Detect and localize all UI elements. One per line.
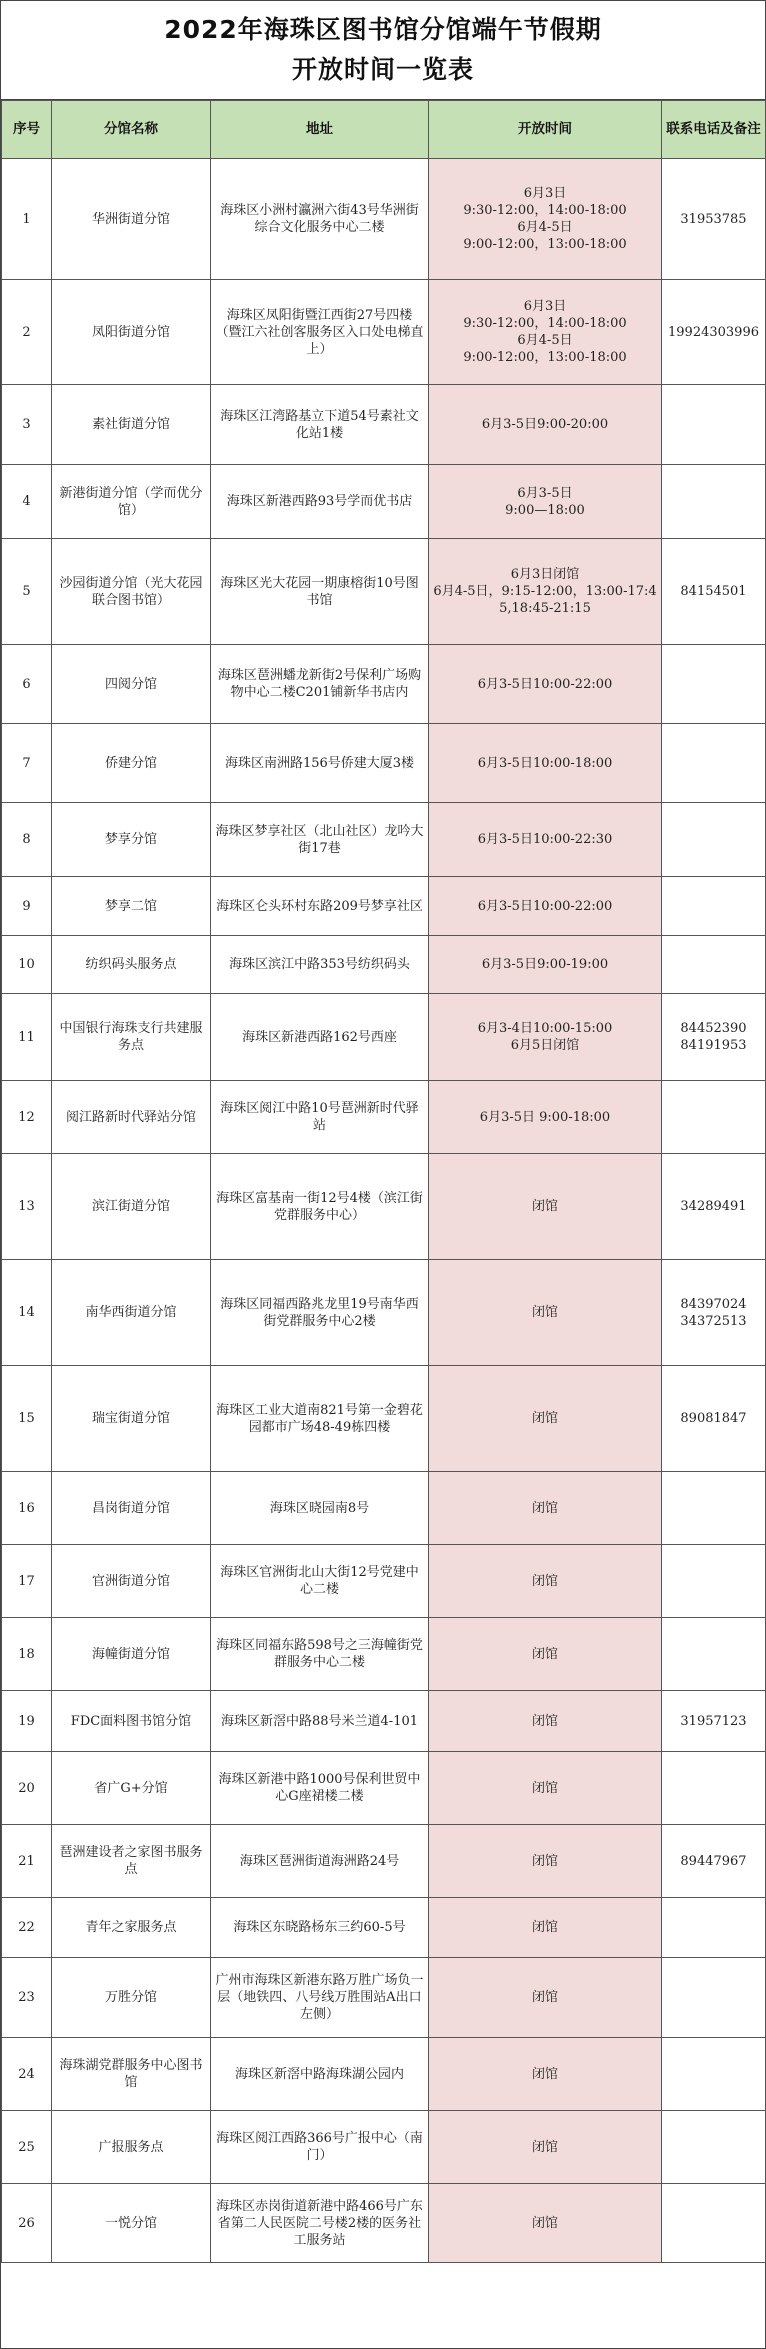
table-row <box>2 1081 766 1154</box>
table-row <box>2 465 766 539</box>
cell-number: 10 <box>2 936 52 994</box>
cell-address: 海珠区南洲路156号侨建大厦3楼 <box>211 724 429 803</box>
cell-number: 22 <box>2 1898 52 1958</box>
cell-address: 海珠区同福西路兆龙里19号南华西街党群服务中心2楼 <box>211 1260 429 1366</box>
cell-contact <box>662 877 766 936</box>
header-row <box>2 101 766 159</box>
cell-branch-name: 琶洲建设者之家图书服务点 <box>52 1825 211 1898</box>
table-row <box>2 1154 766 1260</box>
cell-contact: 84452390 84191953 <box>662 994 766 1081</box>
cell-branch-name: 万胜分馆 <box>52 1958 211 2038</box>
cell-address: 海珠区晓园南8号 <box>211 1472 429 1545</box>
cell-branch-name: 昌岗街道分馆 <box>52 1472 211 1545</box>
cell-opening-hours: 6月3-5日 9:00—18:00 <box>429 465 662 539</box>
cell-contact <box>662 1958 766 2038</box>
cell-branch-name: 海珠湖党群服务中心图书馆 <box>52 2038 211 2111</box>
table-row <box>2 385 766 465</box>
cell-opening-hours: 6月3-5日 9:00-18:00 <box>429 1081 662 1154</box>
cell-number: 14 <box>2 1260 52 1366</box>
cell-contact <box>662 803 766 877</box>
cell-address: 海珠区江湾路基立下道54号素社文化站1楼 <box>211 385 429 465</box>
cell-number: 3 <box>2 385 52 465</box>
table-row <box>2 2038 766 2111</box>
header-hours: 开放时间 <box>429 101 662 159</box>
cell-number: 11 <box>2 994 52 1081</box>
cell-address: 广州市海珠区新港东路万胜广场负一层（地铁四、八号线万胜围站A出口左侧） <box>211 1958 429 2038</box>
cell-number: 5 <box>2 539 52 645</box>
cell-opening-hours: 6月3-5日10:00-22:00 <box>429 877 662 936</box>
cell-opening-hours: 闭馆 <box>429 1752 662 1825</box>
cell-opening-hours: 闭馆 <box>429 2184 662 2263</box>
cell-address: 海珠区新港中路1000号保利世贸中心G座裙楼二楼 <box>211 1752 429 1825</box>
cell-branch-name: 四阅分馆 <box>52 645 211 724</box>
title-line-2: 开放时间一览表 <box>291 55 474 84</box>
table-row <box>2 1691 766 1752</box>
header-no: 序号 <box>2 101 52 159</box>
cell-contact: 19924303996 <box>662 280 766 385</box>
cell-contact <box>662 2038 766 2111</box>
cell-branch-name: 梦享二馆 <box>52 877 211 936</box>
table-row <box>2 1472 766 1545</box>
table-row <box>2 936 766 994</box>
cell-opening-hours: 6月3-5日9:00-19:00 <box>429 936 662 994</box>
table-row <box>2 645 766 724</box>
cell-address: 海珠区琶洲街道海洲路24号 <box>211 1825 429 1898</box>
cell-address: 海珠区新港西路93号学而优书店 <box>211 465 429 539</box>
cell-opening-hours: 闭馆 <box>429 1545 662 1618</box>
cell-branch-name: 侨建分馆 <box>52 724 211 803</box>
cell-contact: 31953785 <box>662 159 766 280</box>
cell-branch-name: 沙园街道分馆（光大花园联合图书馆） <box>52 539 211 645</box>
cell-opening-hours: 闭馆 <box>429 1825 662 1898</box>
cell-opening-hours: 闭馆 <box>429 1898 662 1958</box>
cell-opening-hours: 6月3日 9:30-12:00，14:00-18:00 6月4-5日 9:00-12:00，13:00-18:00 <box>429 159 662 280</box>
cell-branch-name: 素社街道分馆 <box>52 385 211 465</box>
table-row <box>2 1898 766 1958</box>
cell-number: 8 <box>2 803 52 877</box>
cell-opening-hours: 闭馆 <box>429 1691 662 1752</box>
cell-address: 海珠区官洲街北山大街12号党建中心二楼 <box>211 1545 429 1618</box>
cell-address: 海珠区阅江西路366号广报中心（南门） <box>211 2111 429 2184</box>
cell-number: 25 <box>2 2111 52 2184</box>
cell-branch-name: 阅江路新时代驿站分馆 <box>52 1081 211 1154</box>
cell-opening-hours: 闭馆 <box>429 1260 662 1366</box>
cell-number: 17 <box>2 1545 52 1618</box>
cell-opening-hours: 6月3-5日10:00-18:00 <box>429 724 662 803</box>
cell-opening-hours: 6月3日闭馆 6月4-5日，9:15-12:00，13:00-17:45,18:45-21:15 <box>429 539 662 645</box>
cell-number: 9 <box>2 877 52 936</box>
header-contact: 联系电话及备注 <box>662 101 766 159</box>
table-row <box>2 1366 766 1472</box>
cell-contact: 84397024 34372513 <box>662 1260 766 1366</box>
cell-branch-name: 凤阳街道分馆 <box>52 280 211 385</box>
cell-address: 海珠区光大花园一期康榕街10号图书馆 <box>211 539 429 645</box>
cell-contact <box>662 1545 766 1618</box>
cell-opening-hours: 闭馆 <box>429 1618 662 1691</box>
cell-address: 海珠区工业大道南821号第一金碧花园都市广场48-49栋四楼 <box>211 1366 429 1472</box>
cell-contact <box>662 1752 766 1825</box>
cell-number: 26 <box>2 2184 52 2263</box>
title-line-1: 2022年海珠区图书馆分馆端午节假期 <box>164 15 602 44</box>
cell-contact <box>662 1081 766 1154</box>
cell-address: 海珠区梦享社区（北山社区）龙吟大街17巷 <box>211 803 429 877</box>
cell-contact <box>662 2184 766 2263</box>
cell-branch-name: 中国银行海珠支行共建服务点 <box>52 994 211 1081</box>
document-title <box>1 1 765 100</box>
table-row <box>2 2184 766 2263</box>
cell-address: 海珠区同福东路598号之三海幢街党群服务中心二楼 <box>211 1618 429 1691</box>
cell-branch-name: 新港街道分馆（学而优分馆） <box>52 465 211 539</box>
cell-number: 24 <box>2 2038 52 2111</box>
cell-branch-name: 南华西街道分馆 <box>52 1260 211 1366</box>
cell-address: 海珠区新港西路162号西座 <box>211 994 429 1081</box>
cell-branch-name: 华洲街道分馆 <box>52 159 211 280</box>
cell-number: 13 <box>2 1154 52 1260</box>
cell-opening-hours: 闭馆 <box>429 1366 662 1472</box>
table-row <box>2 280 766 385</box>
table-row <box>2 994 766 1081</box>
cell-contact <box>662 724 766 803</box>
cell-opening-hours: 6月3-4日10:00-15:00 6月5日闭馆 <box>429 994 662 1081</box>
cell-address: 海珠区凤阳街暨江西街27号四楼（暨江六社创客服务区入口处电梯直上） <box>211 280 429 385</box>
cell-number: 1 <box>2 159 52 280</box>
cell-address: 海珠区小洲村瀛洲六街43号华洲街综合文化服务中心二楼 <box>211 159 429 280</box>
cell-number: 4 <box>2 465 52 539</box>
cell-number: 7 <box>2 724 52 803</box>
cell-address: 海珠区滨江中路353号纺织码头 <box>211 936 429 994</box>
cell-branch-name: 官洲街道分馆 <box>52 1545 211 1618</box>
cell-contact: 34289491 <box>662 1154 766 1260</box>
cell-address: 海珠区阅江中路10号琶洲新时代驿站 <box>211 1081 429 1154</box>
cell-opening-hours: 6月3-5日10:00-22:30 <box>429 803 662 877</box>
cell-number: 6 <box>2 645 52 724</box>
table-row <box>2 724 766 803</box>
table-row <box>2 1260 766 1366</box>
cell-opening-hours: 闭馆 <box>429 2111 662 2184</box>
cell-number: 21 <box>2 1825 52 1898</box>
table-row <box>2 1752 766 1825</box>
cell-opening-hours: 6月3-5日10:00-22:00 <box>429 645 662 724</box>
table-row <box>2 877 766 936</box>
cell-contact <box>662 1472 766 1545</box>
cell-branch-name: 海幢街道分馆 <box>52 1618 211 1691</box>
cell-address: 海珠区新滘中路海珠湖公园内 <box>211 2038 429 2111</box>
cell-number: 19 <box>2 1691 52 1752</box>
cell-address: 海珠区仑头环村东路209号梦享社区 <box>211 877 429 936</box>
table-row <box>2 803 766 877</box>
schedule-table <box>1 100 766 2263</box>
cell-contact: 84154501 <box>662 539 766 645</box>
cell-branch-name: 纺织码头服务点 <box>52 936 211 994</box>
cell-address: 海珠区赤岗街道新港中路466号广东省第二人民医院二号楼2楼的医务社工服务站 <box>211 2184 429 2263</box>
table-row <box>2 159 766 280</box>
cell-number: 12 <box>2 1081 52 1154</box>
table-row <box>2 1618 766 1691</box>
table-row <box>2 1958 766 2038</box>
cell-address: 海珠区琶洲蟠龙新街2号保利广场购物中心二楼C201铺新华书店内 <box>211 645 429 724</box>
cell-number: 20 <box>2 1752 52 1825</box>
cell-branch-name: 瑞宝街道分馆 <box>52 1366 211 1472</box>
cell-contact <box>662 936 766 994</box>
cell-contact <box>662 1898 766 1958</box>
cell-contact <box>662 385 766 465</box>
cell-address: 海珠区东晓路杨东三约60-5号 <box>211 1898 429 1958</box>
cell-opening-hours: 闭馆 <box>429 2038 662 2111</box>
cell-branch-name: FDC面料图书馆分馆 <box>52 1691 211 1752</box>
cell-opening-hours: 闭馆 <box>429 1472 662 1545</box>
cell-branch-name: 滨江街道分馆 <box>52 1154 211 1260</box>
cell-number: 2 <box>2 280 52 385</box>
cell-opening-hours: 闭馆 <box>429 1154 662 1260</box>
header-address: 地址 <box>211 101 429 159</box>
table-row <box>2 539 766 645</box>
cell-contact <box>662 1618 766 1691</box>
header-name: 分馆名称 <box>52 101 211 159</box>
cell-branch-name: 梦享分馆 <box>52 803 211 877</box>
cell-contact <box>662 645 766 724</box>
cell-contact: 89447967 <box>662 1825 766 1898</box>
table-row <box>2 2111 766 2184</box>
cell-contact: 89081847 <box>662 1366 766 1472</box>
cell-number: 18 <box>2 1618 52 1691</box>
cell-branch-name: 一悦分馆 <box>52 2184 211 2263</box>
cell-address: 海珠区新滘中路88号米兰道4-101 <box>211 1691 429 1752</box>
cell-branch-name: 广报服务点 <box>52 2111 211 2184</box>
table-body <box>2 159 766 2263</box>
cell-number: 15 <box>2 1366 52 1472</box>
table-row <box>2 1825 766 1898</box>
cell-contact <box>662 465 766 539</box>
table-row <box>2 1545 766 1618</box>
cell-opening-hours: 6月3-5日9:00-20:00 <box>429 385 662 465</box>
cell-address: 海珠区富基南一街12号4楼（滨江街党群服务中心） <box>211 1154 429 1260</box>
cell-contact <box>662 2111 766 2184</box>
cell-number: 16 <box>2 1472 52 1545</box>
cell-branch-name: 省广G+分馆 <box>52 1752 211 1825</box>
cell-branch-name: 青年之家服务点 <box>52 1898 211 1958</box>
cell-contact: 31957123 <box>662 1691 766 1752</box>
cell-opening-hours: 6月3日 9:30-12:00，14:00-18:00 6月4-5日 9:00-12:00，13:00-18:00 <box>429 280 662 385</box>
cell-number: 23 <box>2 1958 52 2038</box>
cell-opening-hours: 闭馆 <box>429 1958 662 2038</box>
